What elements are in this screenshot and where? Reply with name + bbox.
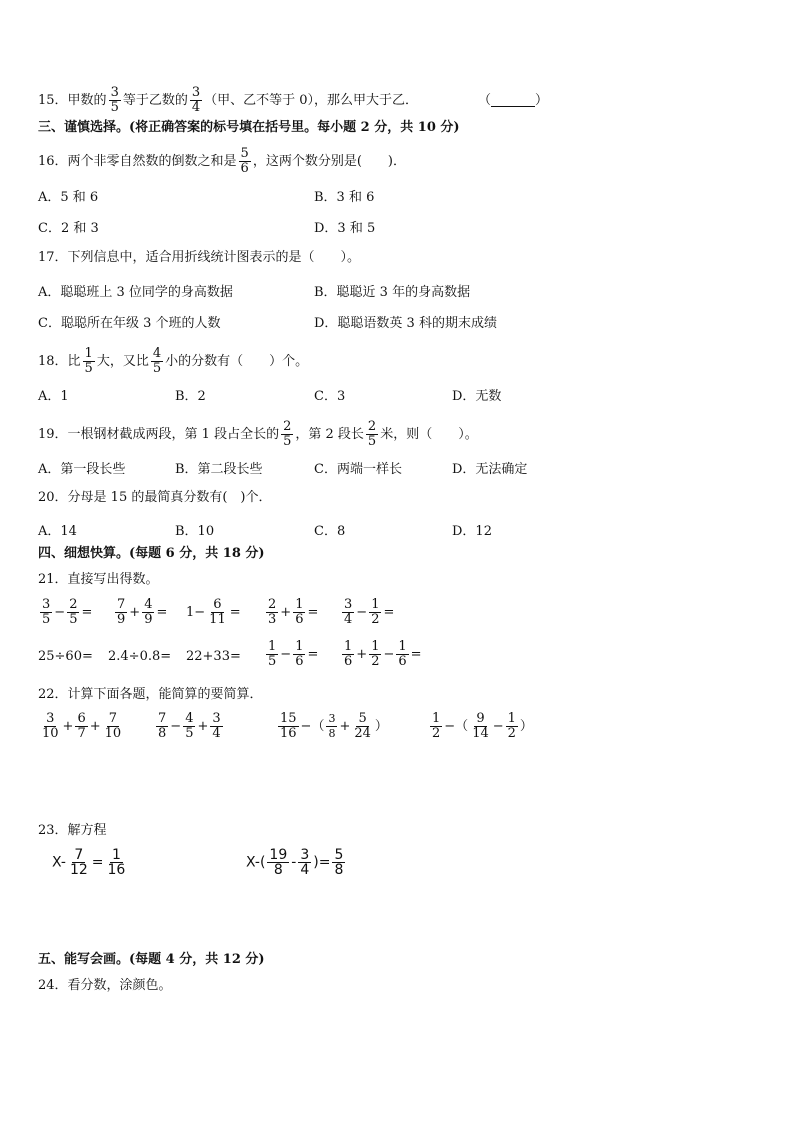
q22-problem-1: $\frac{3}{10}$ + $\frac{6}{7}$ + $\frac{7}{10}$ <box>42 711 122 741</box>
q22-problem-2: $\frac{7}{8}$ − $\frac{4}{5}$ + $\frac{3}{4}$ <box>158 711 221 741</box>
q19-option-b[interactable]: B．第二段长些 <box>175 462 263 477</box>
q21-expr-6: 25÷60= <box>38 649 93 664</box>
q21-expr-2: $\frac{7}{9}$ + $\frac{4}{9}$ = <box>117 597 168 627</box>
q18-line: 18．比 $\frac{1}{5}$ 大，又比 $\frac{4}{5}$ 小的分数有（ ）个。 <box>38 346 309 376</box>
q23-equation-2: X-( $\frac{19}{8}$ - $\frac{3}{4}$ )= $\frac{5}{8}$ <box>246 847 344 878</box>
q19-line: 19．一根钢材截成两段，第 1 段占全长的 $\frac{2}{5}$ ，第 2 段长 $\frac{2}{5}$ 米，则（ ）。 <box>38 419 478 449</box>
q19-option-c[interactable]: C．两端一样长 <box>314 462 402 477</box>
q20-option-b[interactable]: B．10 <box>175 524 215 539</box>
fraction: $\frac{5}{6}$ <box>240 146 249 176</box>
q22-problem-3: $\frac{15}{16}$ −（ $\frac{3}{8}$ + $\frac{5}{24}$ ） <box>280 711 388 741</box>
q21-expr-3: 1− $\frac{6}{11}$ = <box>186 597 241 627</box>
fraction: $\frac{2}{5}$ <box>367 419 377 449</box>
q17-option-d[interactable]: D．聪聪语数英 3 科的期末成绩 <box>314 316 497 331</box>
q21-expr-10: $\frac{1}{6}$ + $\frac{1}{2}$ − $\frac{1}{6}$ = <box>344 639 422 669</box>
q21-expr-7: 2.4÷0.8= <box>108 649 172 664</box>
q22-problem-4: $\frac{1}{2}$ −（ $\frac{9}{14}$ − $\frac{1}{2}$ ） <box>432 711 533 741</box>
q20-option-c[interactable]: C．8 <box>314 524 346 539</box>
q18-option-d[interactable]: D．无数 <box>452 389 502 404</box>
q21-expr-5: $\frac{3}{4}$ − $\frac{1}{2}$ = <box>344 597 395 627</box>
q20-option-a[interactable]: A．14 <box>38 524 77 539</box>
q17-option-b[interactable]: B．聪聪近 3 年的身高数据 <box>314 285 471 300</box>
q18-option-b[interactable]: B．2 <box>175 389 206 404</box>
q15-line: 15．甲数的 $\frac{3}{5}$ 等于乙数的 $\frac{3}{4}$ （甲、乙不等于 0），那么甲大于乙． <box>38 85 419 115</box>
q16-option-c[interactable]: C．2 和 3 <box>38 221 99 236</box>
q17-option-c[interactable]: C．聪聪所在年级 3 个班的人数 <box>38 316 221 331</box>
q19-option-d[interactable]: D．无法确定 <box>452 462 528 477</box>
q17-option-a[interactable]: A．聪聪班上 3 位同学的身高数据 <box>38 285 233 300</box>
q21-expr-8: 22+33= <box>186 649 241 664</box>
fraction: $\frac{3}{4}$ <box>191 85 201 115</box>
q18-option-a[interactable]: A．1 <box>38 389 69 404</box>
fraction: $\frac{3}{5}$ <box>110 85 119 115</box>
q21-expr-9: $\frac{1}{5}$ − $\frac{1}{6}$ = <box>268 639 319 669</box>
q20-option-d[interactable]: D．12 <box>452 524 492 539</box>
q16-option-b[interactable]: B．3 和 6 <box>314 190 375 205</box>
q24-line: 24．看分数，涂颜色。 <box>38 978 172 993</box>
q23-equation-1: X- $\frac{7}{12}$ = $\frac{1}{16}$ <box>52 847 126 878</box>
fraction: $\frac{2}{5}$ <box>283 419 292 449</box>
section-3-title: 三、谨慎选择。(将正确答案的标号填在括号里。每小题 2 分，共 10 分) <box>38 120 460 135</box>
q20-line: 20．分母是 15 的最简真分数有( )个． <box>38 490 272 505</box>
q22-line: 22．计算下面各题，能简算的要简算． <box>38 687 263 702</box>
section-4-title: 四、细想快算。(每题 6 分，共 18 分) <box>38 546 265 561</box>
q21-expr-4: $\frac{2}{3}$ + $\frac{1}{6}$ = <box>268 597 319 627</box>
q16-option-d[interactable]: D．3 和 5 <box>314 221 376 236</box>
section-5-title: 五、能写会画。(每题 4 分，共 12 分) <box>38 952 265 967</box>
q17-line: 17．下列信息中，适合用折线统计图表示的是（ ）。 <box>38 250 361 265</box>
q18-option-c[interactable]: C．3 <box>314 389 346 404</box>
q21-expr-1: $\frac{3}{5}$ − $\frac{2}{5}$ = <box>42 597 93 627</box>
q15-answer-blank[interactable]: （ ） <box>478 93 549 108</box>
q16-line: 16．两个非零自然数的倒数之和是 $\frac{5}{6}$ ，这两个数分别是( )． <box>38 146 406 176</box>
q16-option-a[interactable]: A．5 和 6 <box>38 190 99 205</box>
fraction: $\frac{4}{5}$ <box>152 346 162 376</box>
q21-line: 21．直接写出得数。 <box>38 572 159 587</box>
q23-line: 23．解方程 <box>38 823 107 838</box>
q19-option-a[interactable]: A．第一段长些 <box>38 462 126 477</box>
fraction: $\frac{1}{5}$ <box>84 346 93 376</box>
